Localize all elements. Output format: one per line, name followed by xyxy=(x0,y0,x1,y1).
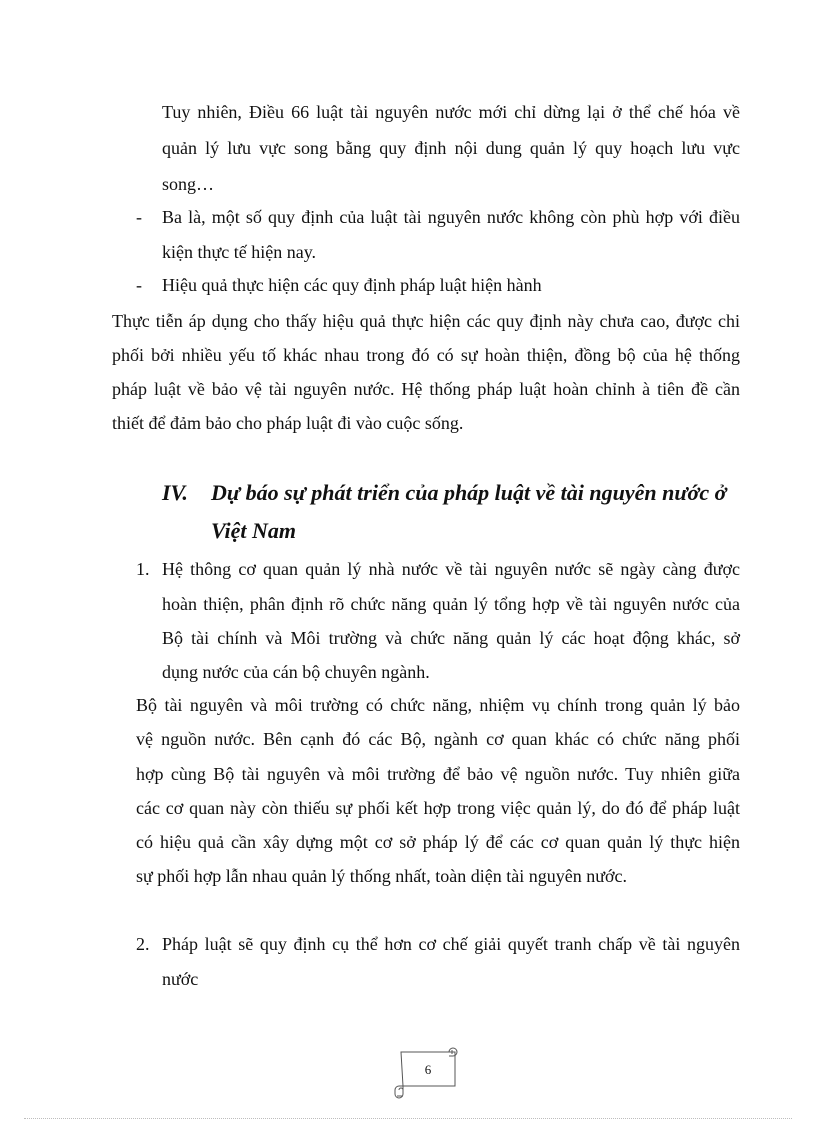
item-2-number: 2. xyxy=(136,934,150,954)
bullet-1-line-1: Ba là, một số quy định của luật tài nguyên nước không còn phù hợp với điều xyxy=(162,207,740,227)
intro-line-1: Tuy nhiên, Điều 66 luật tài nguyên nước mới chỉ dừng lại ở thể chế hóa về xyxy=(162,102,740,122)
item-1-line-3: Bộ tài chính và Môi trường và chức năng quản lý các hoạt động khác, sở xyxy=(162,628,740,648)
bullet-2-line-1: Hiệu quả thực hiện các quy định pháp luật hiện hành xyxy=(162,275,542,295)
section-numeral: IV. xyxy=(162,480,188,505)
item-1-line-4: dụng nước của cán bộ chuyên ngành. xyxy=(162,662,430,682)
footer-divider xyxy=(24,1118,792,1119)
bullet-marker-1: - xyxy=(136,207,142,227)
bullet-marker-2: - xyxy=(136,275,142,295)
page-number: 6 xyxy=(424,1062,432,1077)
section-title-line-2: Việt Nam xyxy=(211,518,296,543)
practice-line-1: Thực tiễn áp dụng cho thấy hiệu quả thực hiện các quy định này chưa cao, được chi xyxy=(112,311,740,331)
intro-line-2: quản lý lưu vực song bằng quy định nội dung quản lý quy hoạch lưu vực xyxy=(162,138,740,158)
practice-line-4: thiết để đảm bảo cho pháp luật đi vào cuộc sống. xyxy=(112,413,464,433)
item-1-para-line-6: sự phối hợp lẫn nhau quản lý thống nhất, toàn diện tài nguyên nước. xyxy=(136,866,627,886)
item-2-line-1: Pháp luật sẽ quy định cụ thể hơn cơ chế giải quyết tranh chấp về tài nguyên xyxy=(162,934,740,954)
item-2-line-2: nước xyxy=(162,969,199,989)
intro-line-3: song… xyxy=(162,174,215,194)
item-1-para-line-1: Bộ tài nguyên và môi trường có chức năng, nhiệm vụ chính trong quản lý bảo xyxy=(136,695,740,715)
item-1-number: 1. xyxy=(136,559,150,579)
practice-line-3: pháp luật về bảo vệ tài nguyên nước. Hệ thống pháp luật hoàn chỉnh à tiên đề cần xyxy=(112,379,740,399)
section-title-line-1: Dự báo sự phát triển của pháp luật về tài nguyên nước ở xyxy=(211,480,727,505)
item-1-para-line-5: có hiệu quả cần xây dựng một cơ sở pháp lý để các cơ quan quản lý thực hiện xyxy=(136,832,740,852)
item-1-para-line-2: vệ nguồn nước. Bên cạnh đó các Bộ, ngành cơ quan khác có chức năng phối xyxy=(136,729,740,749)
bullet-1-line-2: kiện thực tế hiện nay. xyxy=(162,242,317,262)
item-1-para-line-3: hợp cùng Bộ tài nguyên và môi trường để bảo vệ nguồn nước. Tuy nhiên giữa xyxy=(136,764,740,784)
practice-line-2: phối bởi nhiều yếu tố khác nhau trong đó có sự hoàn thiện, đồng bộ của hệ thống xyxy=(112,345,740,365)
page-number-scroll xyxy=(393,1044,463,1100)
item-1-para-line-4: các cơ quan này còn thiếu sự phối kết hợp trong việc quản lý, do đó để pháp luật xyxy=(136,798,740,818)
item-1-line-1: Hệ thông cơ quan quản lý nhà nước về tài nguyên nước sẽ ngày càng được xyxy=(162,559,740,579)
item-1-line-2: hoàn thiện, phân định rõ chức năng quản lý tổng hợp về tài nguyên nước của xyxy=(162,594,740,614)
